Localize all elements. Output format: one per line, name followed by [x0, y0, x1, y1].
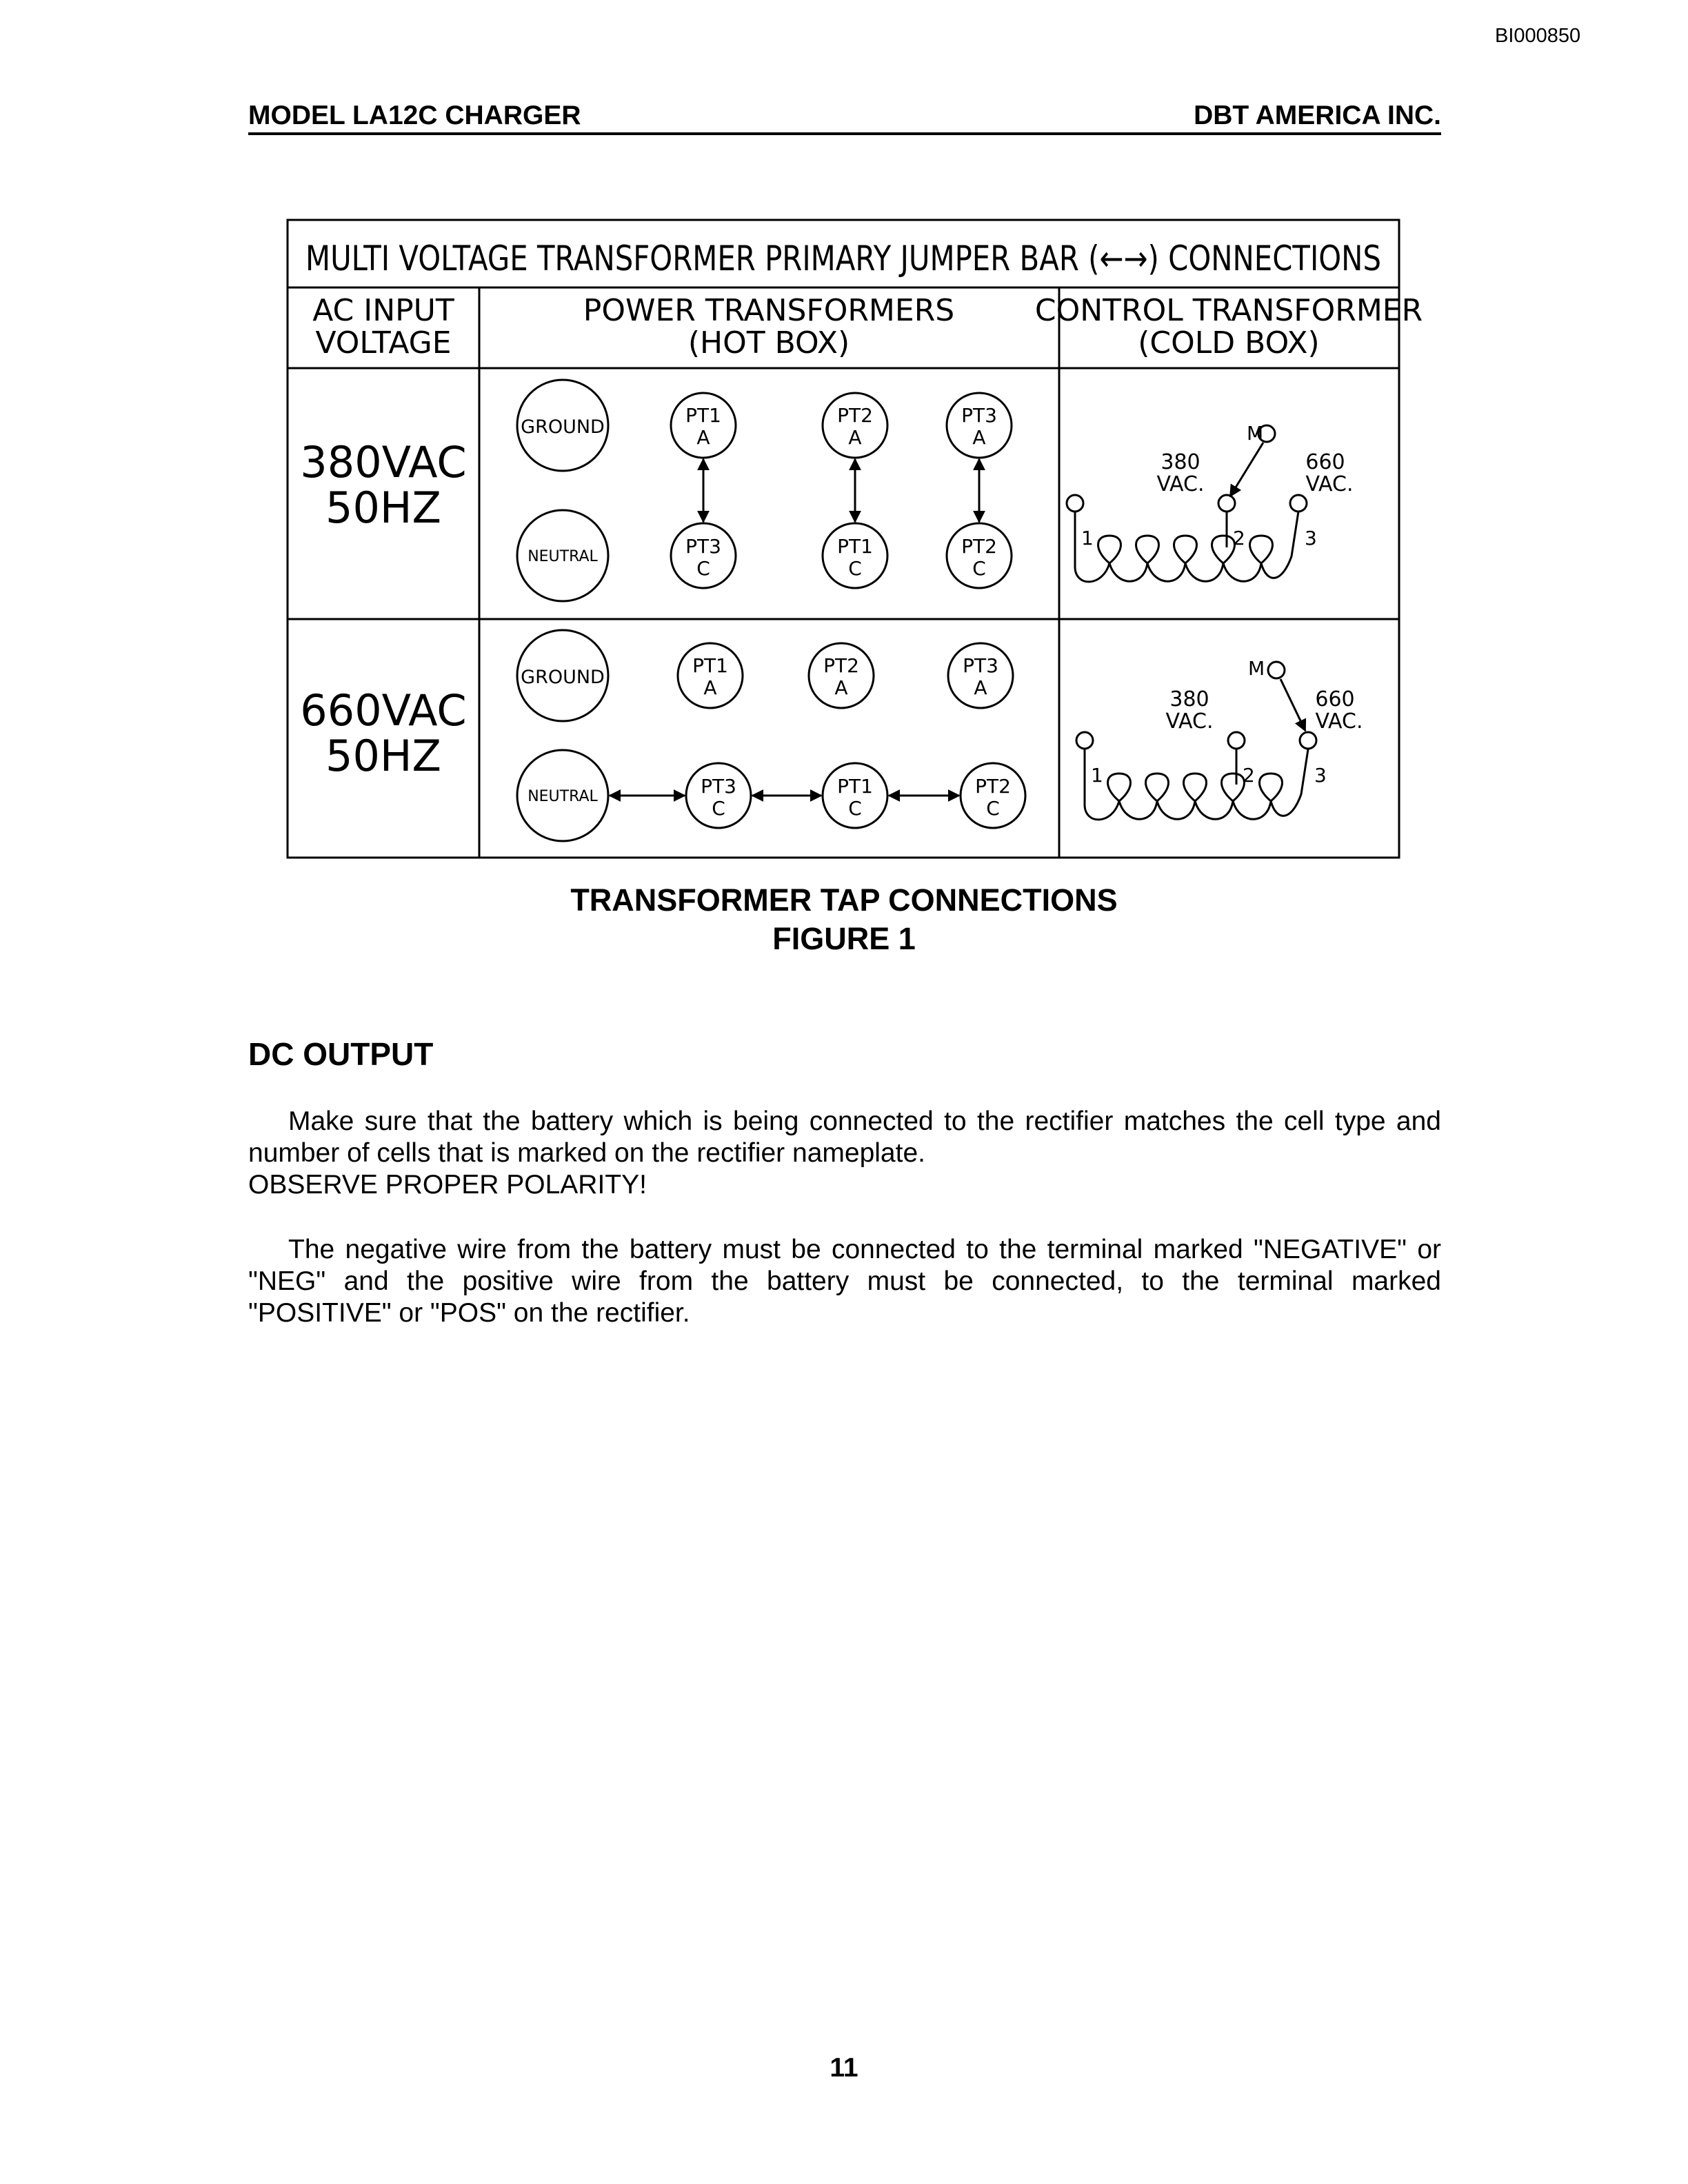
pt-label: PT2 — [975, 775, 1011, 798]
document-id: BI000850 — [1495, 25, 1581, 47]
tap-label: A — [848, 426, 862, 449]
pt-label: PT2 — [823, 654, 859, 677]
ground-label: GROUND — [521, 667, 605, 688]
figure-title: MULTI VOLTAGE TRANSFORMER PRIMARY JUMPER BAR (←→) CONNECTIONS — [305, 239, 1381, 279]
control-transformer-row1 — [1067, 425, 1307, 582]
header-model: MODEL LA12C CHARGER — [248, 101, 581, 130]
pt-label: PT3 — [701, 775, 736, 798]
tap-number: 1 — [1091, 764, 1103, 787]
row1-frequency: 50HZ — [325, 483, 441, 533]
pt-label: PT2 — [961, 535, 997, 558]
tap-number: 3 — [1305, 527, 1317, 549]
control-transformer-row2 — [1076, 662, 1316, 820]
common-tap-label: M — [1247, 422, 1264, 445]
col2-header-line1: POWER TRANSFORMERS — [583, 293, 955, 328]
tap-380-unit: VAC. — [1156, 472, 1205, 496]
paragraph-text: Make sure that the battery which is being connected to the rectifier matches the cell type and number of cells that is marked on the rectifier nameplate. — [248, 1106, 1441, 1168]
pt-label: PT2 — [837, 404, 873, 427]
col3-header-line2: (COLD BOX) — [1138, 325, 1320, 361]
polarity-warning: OBSERVE PROPER POLARITY! — [248, 1170, 647, 1200]
ground-label: GROUND — [521, 416, 605, 438]
tap-label: C — [696, 557, 710, 580]
pt-label: PT1 — [837, 775, 873, 798]
neutral-label: NEUTRAL — [528, 548, 598, 565]
tap-number: 2 — [1243, 764, 1255, 787]
tap-label: A — [696, 426, 710, 449]
pt-label: PT1 — [692, 654, 728, 677]
tap-label: C — [972, 557, 986, 580]
section-heading: DC OUTPUT — [248, 1036, 434, 1072]
tap-660-unit: VAC. — [1305, 472, 1354, 496]
tap-label: C — [848, 797, 862, 820]
tap-number: 3 — [1314, 764, 1327, 787]
common-tap-label: M — [1248, 657, 1265, 680]
tap-label: C — [986, 797, 1000, 820]
row2-frequency: 50HZ — [325, 731, 441, 781]
neutral-label: NEUTRAL — [528, 788, 598, 805]
tap-660-unit: VAC. — [1315, 709, 1363, 734]
row1-voltage: 380VAC — [300, 437, 467, 487]
tap-label: A — [703, 676, 717, 699]
col1-header-line2: VOLTAGE — [315, 325, 452, 361]
pt-label: PT3 — [961, 404, 997, 427]
tap-380-label: 380 — [1160, 450, 1200, 474]
pt-label: PT3 — [963, 654, 998, 677]
col2-header-line2: (HOT BOX) — [687, 325, 850, 361]
paragraph-wiring — [248, 1234, 1441, 1329]
tap-label: A — [974, 676, 987, 699]
tap-number: 1 — [1081, 527, 1094, 549]
page-header — [248, 98, 1441, 135]
tap-label: C — [712, 797, 725, 820]
pt-label: PT3 — [685, 535, 721, 558]
transformer-tap-diagram — [283, 215, 1423, 863]
tap-label: C — [848, 557, 862, 580]
pt-label: PT1 — [837, 535, 873, 558]
figure-caption-title: TRANSFORMER TAP CONNECTIONS — [570, 882, 1118, 918]
tap-380-unit: VAC. — [1165, 709, 1214, 734]
col3-header-line1: CONTROL TRANSFORMER — [1034, 293, 1423, 328]
tap-660-label: 660 — [1315, 687, 1355, 711]
tap-label: A — [972, 426, 986, 449]
row2-voltage: 660VAC — [300, 685, 467, 736]
page-number: 11 — [830, 2053, 858, 2083]
paragraph-text: The negative wire from the battery must be connected to the terminal marked "NEGATIVE" or "NEG" and the positive wire from the battery must be connected, to the terminal marked "POSITIVE" or "POS" on the rectifier. — [248, 1235, 1441, 1328]
figure-caption-number: FIGURE 1 — [772, 921, 916, 956]
tap-660-label: 660 — [1305, 450, 1345, 474]
tap-380-label: 380 — [1169, 687, 1209, 711]
paragraph-battery-match — [248, 1106, 1441, 1201]
pt-label: PT1 — [685, 404, 721, 427]
tap-label: A — [834, 676, 848, 699]
col1-header-line1: AC INPUT — [312, 293, 454, 328]
tap-number: 2 — [1233, 527, 1245, 549]
header-company: DBT AMERICA INC. — [1194, 101, 1441, 130]
